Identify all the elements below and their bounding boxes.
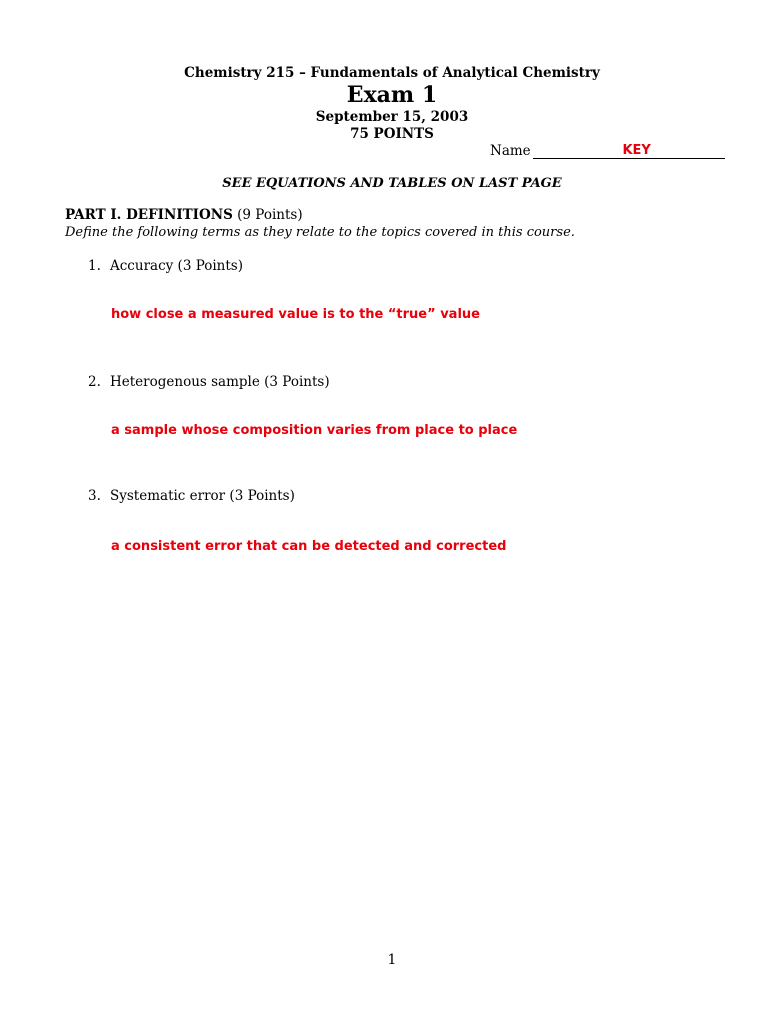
question-3 bbox=[88, 488, 295, 504]
answer-3: a consistent error that can be detected and corrected bbox=[111, 539, 507, 554]
answer-2: a sample whose composition varies from place to place bbox=[111, 423, 518, 438]
name-label: Name bbox=[490, 143, 531, 159]
part-heading bbox=[65, 207, 303, 223]
part-instructions: Define the following terms as they relate to the topics covered in this course. bbox=[65, 225, 575, 240]
course-title: Chemistry 215 – Fundamentals of Analytical Chemistry bbox=[184, 65, 600, 81]
question-text: Heterogenous sample (3 Points) bbox=[110, 374, 330, 390]
question-number: 1. bbox=[88, 258, 101, 274]
name-blank bbox=[533, 142, 725, 159]
part-title: PART I. DEFINITIONS bbox=[65, 207, 233, 223]
exam-date: September 15, 2003 bbox=[315, 109, 469, 125]
question-1 bbox=[88, 258, 243, 274]
page-number: 1 bbox=[387, 952, 397, 968]
part-points: (9 Points) bbox=[237, 207, 303, 223]
name-field bbox=[490, 142, 725, 159]
total-points: 75 POINTS bbox=[350, 126, 434, 142]
question-text: Accuracy (3 Points) bbox=[110, 258, 243, 274]
equations-note: SEE EQUATIONS AND TABLES ON LAST PAGE bbox=[222, 176, 562, 191]
answer-1: how close a measured value is to the “true” value bbox=[111, 307, 480, 322]
question-number: 2. bbox=[88, 374, 101, 390]
name-value: KEY bbox=[622, 143, 651, 158]
question-2 bbox=[88, 374, 330, 390]
question-text: Systematic error (3 Points) bbox=[110, 488, 295, 504]
question-number: 3. bbox=[88, 488, 101, 504]
exam-title: Exam 1 bbox=[346, 82, 438, 108]
